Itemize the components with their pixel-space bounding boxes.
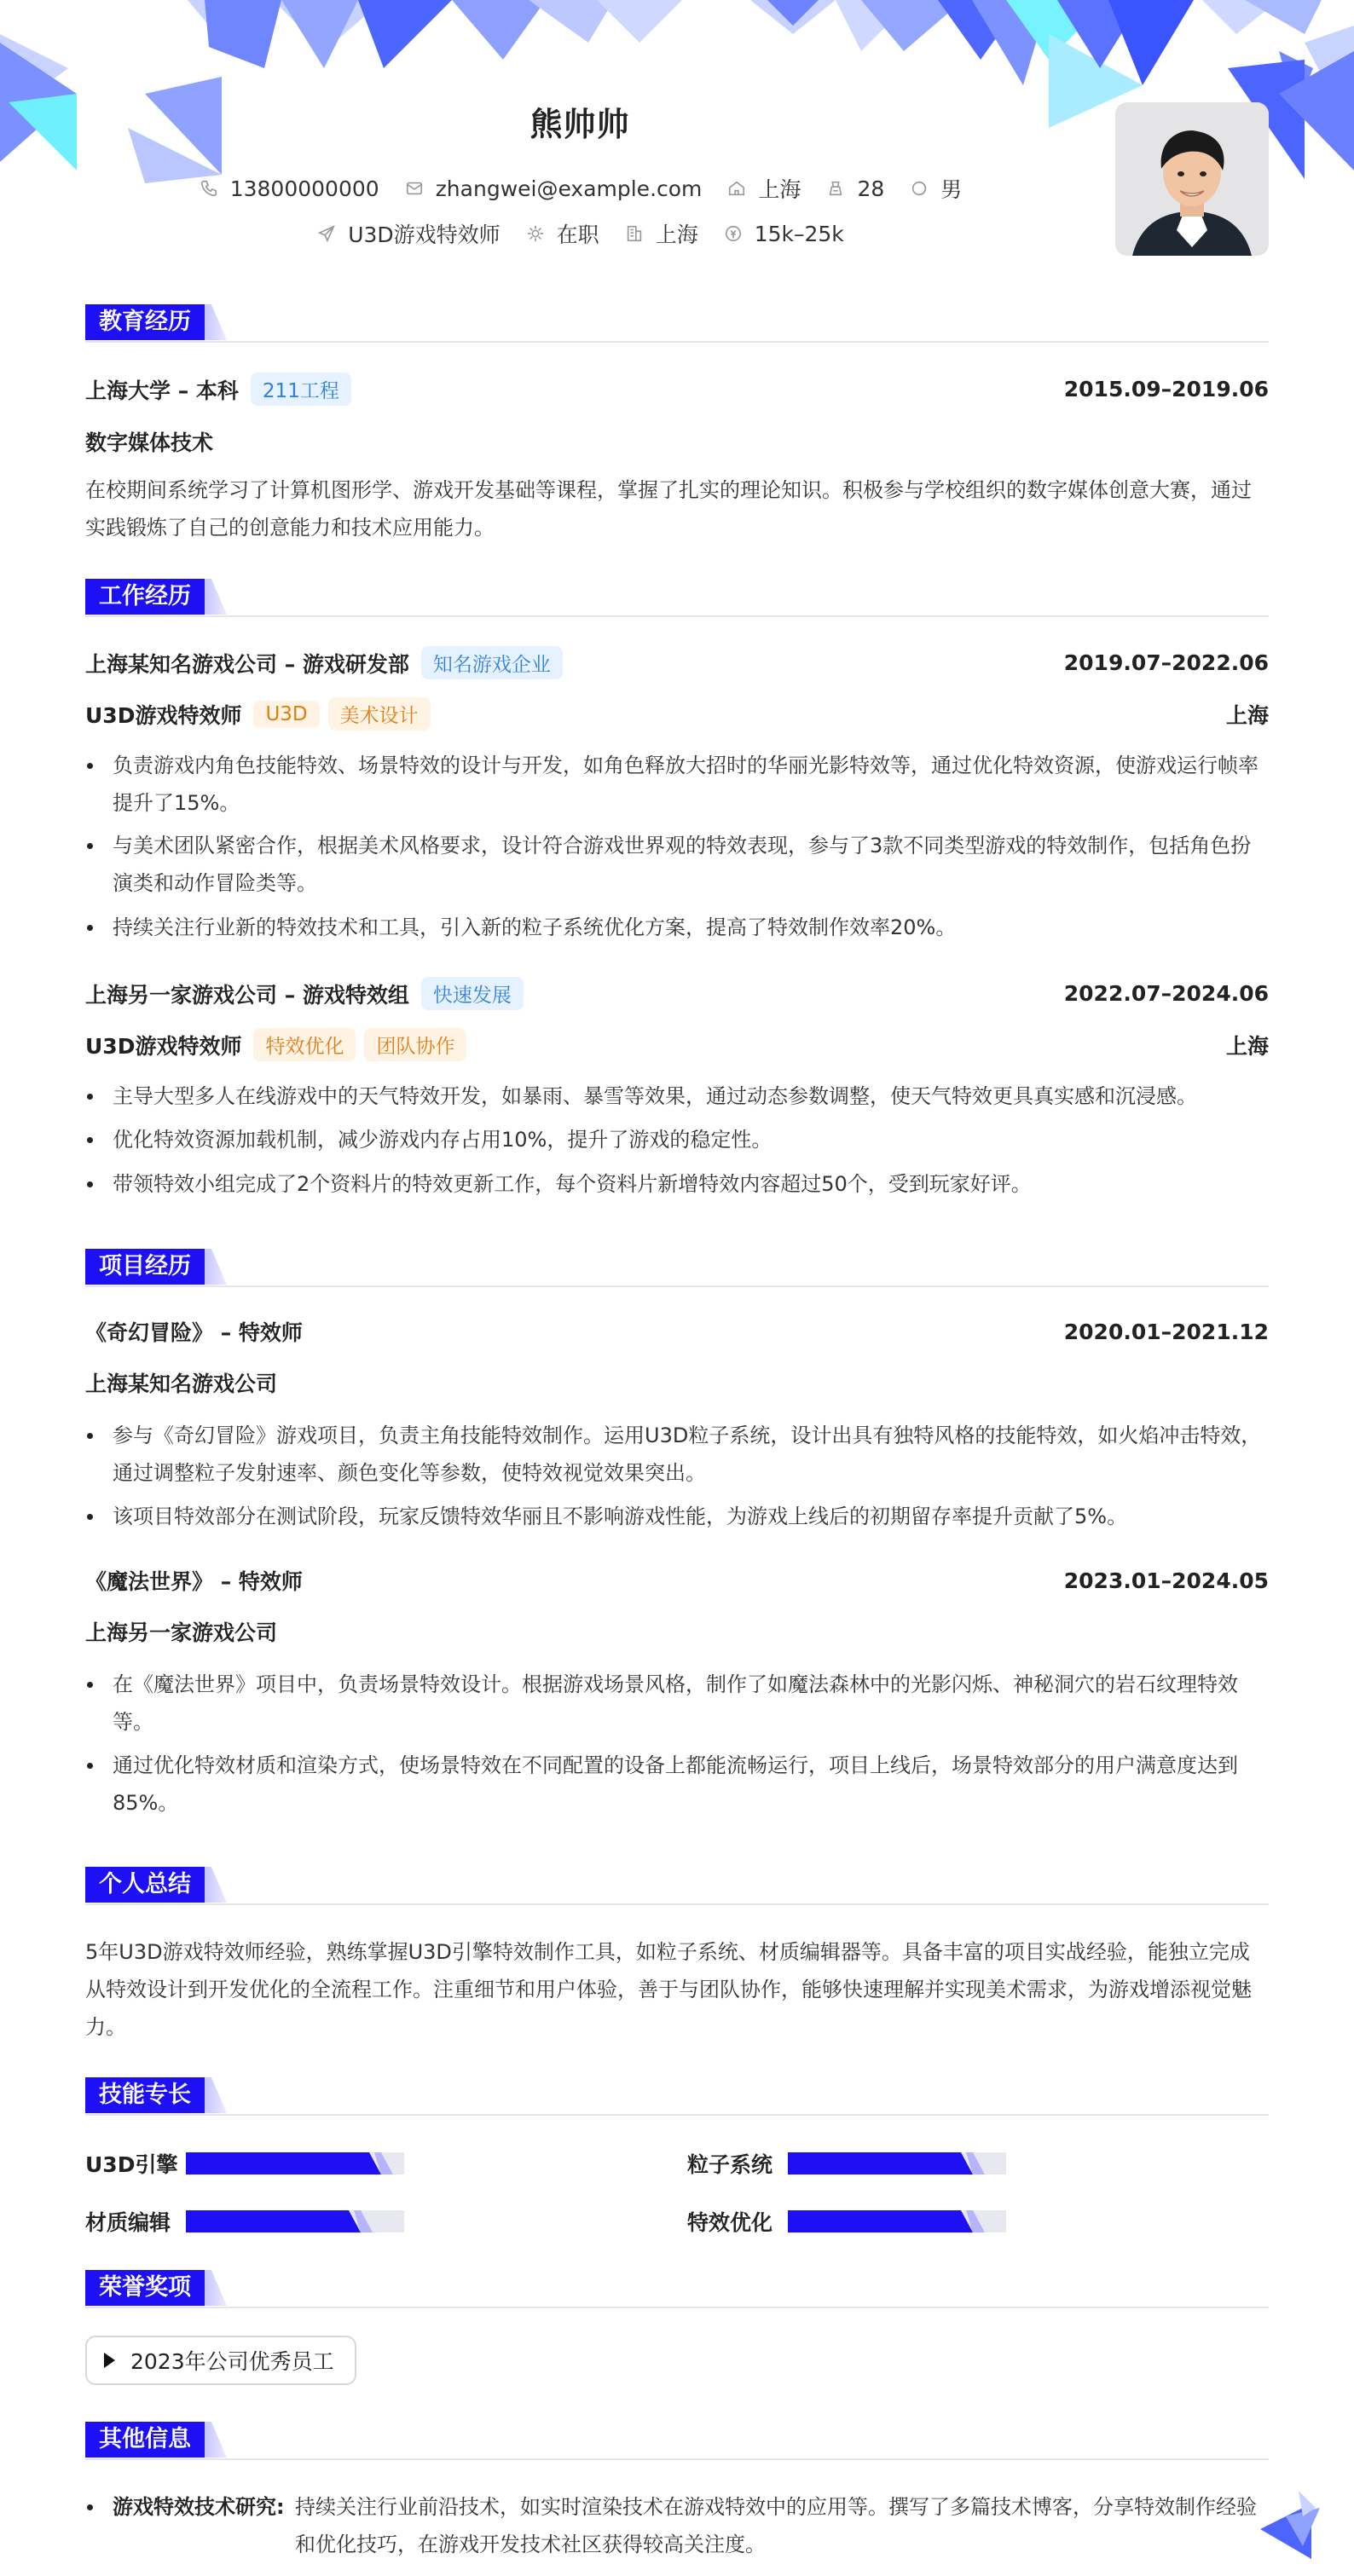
section-divider — [85, 341, 1269, 343]
city-value: 上海 — [758, 177, 801, 202]
project-header-row — [85, 1316, 1269, 1347]
building-icon — [623, 222, 645, 245]
section-title-slant — [205, 1249, 227, 1285]
job-date: 2019.07–2022.06 — [1063, 650, 1269, 675]
education-description: 在校期间系统学习了计算机图形学、游戏开发基础等课程，掌握了扎实的理论知识。积极参与学校组织的数字媒体创意大赛，通过实践锻炼了自己的创意能力和技术应用能力。 — [85, 478, 1252, 540]
skill-item — [85, 2206, 404, 2237]
candidate-name: 熊帅帅 — [529, 106, 630, 143]
project-company: 上海另一家游戏公司 — [85, 1620, 278, 1645]
role-tag: U3D — [253, 701, 319, 728]
section-title: 技能专长 — [85, 2077, 205, 2113]
project-name: 《魔法世界》 – 特效师 — [85, 1569, 303, 1594]
section-title-slant — [205, 579, 227, 615]
section-work — [85, 579, 1269, 615]
section-title: 教育经历 — [85, 304, 205, 340]
honor-text: 2023年公司优秀员工 — [130, 2349, 334, 2374]
job-role-row — [85, 697, 1269, 731]
section-divider — [85, 2307, 1269, 2308]
project-date: 2023.01–2024.05 — [1063, 1568, 1269, 1593]
job-date: 2022.07–2024.06 — [1063, 981, 1269, 1006]
section-other — [85, 2422, 1269, 2458]
section-title-slant — [205, 1867, 227, 1903]
section-divider — [85, 1285, 1269, 1287]
play-triangle-icon — [104, 2353, 115, 2368]
skill-name: 特效优化 — [687, 2210, 773, 2235]
other-info-key: 游戏特效技术研究: — [113, 2495, 285, 2519]
education-date: 2015.09–2019.06 — [1063, 377, 1269, 401]
school-name: 上海大学 – 本科 — [85, 378, 239, 403]
salary-icon — [722, 222, 744, 245]
project-company-row — [85, 1367, 1269, 1398]
section-divider — [85, 2458, 1269, 2460]
job-location: 上海 — [1225, 1033, 1269, 1059]
job-role-row — [85, 1028, 1269, 1061]
role-tag: 团队协作 — [364, 1028, 466, 1061]
section-title: 项目经历 — [85, 1249, 205, 1285]
company-name: 上海某知名游戏公司 – 游戏研发部 — [85, 651, 409, 677]
skill-level-fill — [788, 2210, 973, 2232]
section-title: 荣誉奖项 — [85, 2270, 205, 2306]
status-icon — [524, 222, 547, 245]
city-info — [726, 173, 801, 204]
skill-name: U3D引擎 — [85, 2152, 178, 2177]
section-summary — [85, 1867, 1269, 1903]
gender-icon — [908, 177, 930, 199]
section-title: 个人总结 — [85, 1867, 205, 1903]
age-value: 28 — [857, 176, 885, 201]
job-bullet: 带领特效小组完成了2个资料片的特效更新工作，每个资料片新增特效内容超过50个，受到玩家好评。 — [85, 1165, 1269, 1203]
skill-item — [687, 2206, 1006, 2237]
profile-photo — [1115, 102, 1269, 256]
job-header-row — [85, 646, 1269, 679]
section-skills — [85, 2077, 1269, 2113]
project-company: 上海某知名游戏公司 — [85, 1372, 278, 1396]
home-icon — [726, 177, 748, 199]
job-bullet: 与美术团队紧密合作，根据美术风格要求，设计符合游戏世界观的特效表现，参与了3款不同类型游戏的特效制作，包括角色扮演类和动作冒险类等。 — [85, 827, 1269, 902]
send-icon — [315, 222, 338, 245]
other-info-value: 持续关注行业前沿技术，如实时渲染技术在游戏特效中的应用等。撰写了多篇技术博客，分享特效制作经验和优化技巧，在游戏开发技术社区获得较高关注度。 — [295, 2495, 1257, 2556]
section-divider — [85, 2114, 1269, 2116]
project-bullet: 该项目特效部分在测试阶段，玩家反馈特效华丽且不影响游戏性能，为游戏上线后的初期留存率提升贡献了5%。 — [85, 1498, 1269, 1535]
section-divider — [85, 615, 1269, 617]
project-bullet: 通过优化特效材质和渲染方式，使场景特效在不同配置的设备上都能流畅运行，项目上线后，场景特效部分的用户满意度达到85%。 — [85, 1747, 1269, 1822]
job-role: U3D游戏特效师 — [85, 702, 242, 728]
age-info — [825, 176, 884, 201]
phone-icon — [198, 177, 220, 199]
salary-value: 15k–25k — [754, 221, 844, 246]
project-date: 2020.01–2021.12 — [1063, 1319, 1269, 1344]
job-bullet: 优化特效资源加载机制，减少游戏内存占用10%，提升了游戏的稳定性。 — [85, 1121, 1269, 1158]
skill-level-bar — [186, 2152, 404, 2175]
section-title-slant — [205, 2422, 227, 2458]
skill-level-bar — [788, 2210, 1006, 2232]
skill-level-fill — [186, 2152, 381, 2175]
school-tag: 211工程 — [251, 373, 351, 406]
education-header-row — [85, 373, 1269, 406]
skill-level-fill — [186, 2210, 361, 2232]
section-title: 其他信息 — [85, 2422, 205, 2458]
email-icon — [403, 177, 425, 199]
target-city-value: 上海 — [655, 222, 698, 247]
skill-item — [85, 2148, 404, 2179]
section-title-slant — [205, 2270, 227, 2306]
section-projects — [85, 1249, 1269, 1285]
project-company-row — [85, 1616, 1269, 1647]
section-education — [85, 304, 1269, 340]
job-title-info — [315, 218, 500, 249]
skill-level-fill — [788, 2152, 973, 2175]
contact-line — [85, 173, 1074, 204]
role-tag: 美术设计 — [328, 697, 431, 731]
phone-info — [198, 176, 379, 201]
status-info — [524, 218, 599, 249]
section-title-slant — [205, 2077, 227, 2113]
skill-name: 粒子系统 — [687, 2152, 773, 2177]
age-icon — [825, 177, 847, 199]
status-value: 在职 — [556, 222, 599, 247]
job-header-row — [85, 977, 1269, 1010]
skill-level-bar — [788, 2152, 1006, 2175]
skill-level-bar — [186, 2210, 404, 2232]
company-tag: 快速发展 — [421, 977, 524, 1010]
section-honors — [85, 2270, 1269, 2306]
gender-info — [908, 173, 962, 204]
job-intent-line — [85, 218, 1074, 249]
gender-value: 男 — [940, 177, 963, 202]
bullet-dot — [87, 2504, 93, 2510]
job-bullet: 负责游戏内角色技能特效、场景特效的设计与开发，如角色释放大招时的华丽光影特效等，通过优化特效资源，使游戏运行帧率提升了15%。 — [85, 747, 1269, 822]
project-header-row — [85, 1565, 1269, 1596]
project-bullet: 在《魔法世界》项目中，负责场景特效设计。根据游戏场景风格，制作了如魔法森林中的光影闪烁、神秘洞穴的岩石纹理特效等。 — [85, 1666, 1269, 1741]
skill-item — [687, 2148, 1006, 2179]
email-address: zhangwei@example.com — [435, 176, 703, 201]
skill-name: 材质编辑 — [85, 2210, 171, 2235]
company-tag: 知名游戏企业 — [421, 646, 563, 679]
section-title-slant — [205, 304, 227, 340]
honor-item[interactable] — [85, 2336, 356, 2385]
major-row — [85, 426, 1269, 457]
other-info-item — [85, 2488, 1269, 2563]
job-bullet: 持续关注行业新的特效技术和工具，引入新的粒子系统优化方案，提高了特效制作效率20%。 — [85, 909, 1269, 946]
job-location: 上海 — [1225, 702, 1269, 728]
role-tag: 特效优化 — [253, 1028, 356, 1061]
email-info — [403, 176, 703, 201]
section-title: 工作经历 — [85, 579, 205, 615]
project-bullet: 参与《奇幻冒险》游戏项目，负责主角技能特效制作。运用U3D粒子系统，设计出具有独特风格的技能特效，如火焰冲击特效，通过调整粒子发射速率、颜色变化等参数，使特效视觉效果突出。 — [85, 1417, 1269, 1492]
major-name: 数字媒体技术 — [85, 430, 214, 455]
target-city-info — [623, 218, 698, 249]
phone-number: 13800000000 — [229, 176, 379, 201]
summary-text: 5年U3D游戏特效师经验，熟练掌握U3D引擎特效制作工具，如粒子系统、材质编辑器等。具备丰富的项目实战经验，能独立完成从特效设计到开发优化的全流程工作。注重细节和用户体验，善于与团队协作，能够快速理解并实现美术需求，为游戏增添视觉魅力。 — [85, 1940, 1252, 2039]
job-title-value: U3D游戏特效师 — [348, 222, 501, 247]
company-name: 上海另一家游戏公司 – 游戏特效组 — [85, 982, 409, 1008]
job-role: U3D游戏特效师 — [85, 1033, 242, 1059]
salary-info — [722, 222, 844, 246]
project-name: 《奇幻冒险》 – 特效师 — [85, 1320, 303, 1345]
job-bullet: 主导大型多人在线游戏中的天气特效开发，如暴雨、暴雪等效果，通过动态参数调整，使天气特效更具真实感和沉浸感。 — [85, 1077, 1269, 1115]
section-divider — [85, 1903, 1269, 1905]
